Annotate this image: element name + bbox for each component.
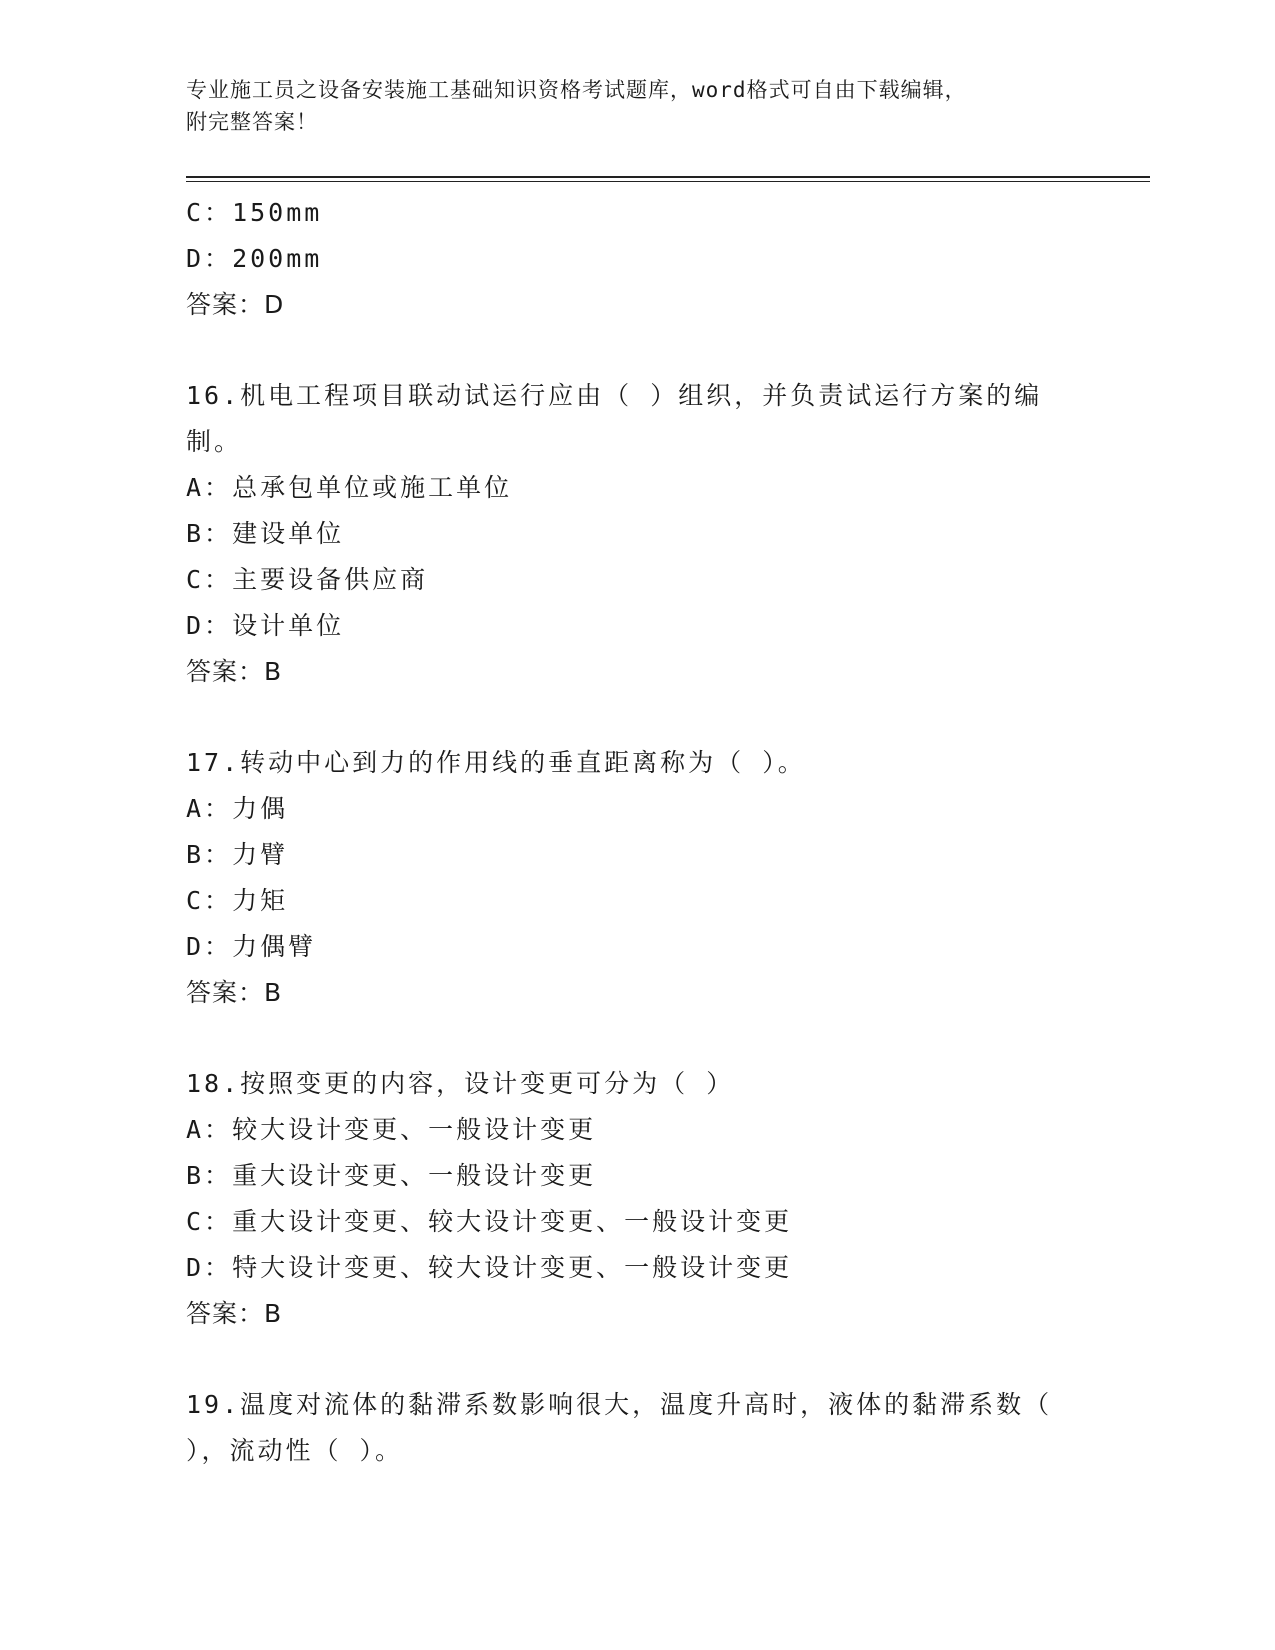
header-divider-thin <box>186 181 1150 182</box>
answer-label: 答案：B <box>186 657 283 686</box>
question-19 <box>186 1382 1086 1474</box>
document-header <box>186 74 1086 138</box>
option-c: C：力矩 <box>186 886 289 915</box>
option-a: A：力偶 <box>186 794 289 823</box>
option-d: D：200mm <box>186 244 323 273</box>
option-d: D：力偶臂 <box>186 932 317 961</box>
question-stem: 18.按照变更的内容，设计变更可分为（ ） <box>186 1069 735 1098</box>
option-c: C：主要设备供应商 <box>186 565 429 594</box>
header-line-2: 附完整答案！ <box>186 110 318 134</box>
question-17 <box>186 740 1086 1016</box>
question-stem: 16.机电工程项目联动试运行应由（ ）组织，并负责试运行方案的编 <box>186 381 1043 410</box>
option-a: A：较大设计变更、一般设计变更 <box>186 1115 597 1144</box>
question-16 <box>186 373 1086 695</box>
question-stem-continued: ），流动性（ ）。 <box>186 1436 404 1465</box>
question-stem: 17.转动中心到力的作用线的垂直距离称为（ ）。 <box>186 748 806 777</box>
question-stem: 19.温度对流体的黏滞系数影响很大，温度升高时，液体的黏滞系数（ <box>186 1390 1053 1419</box>
question-list <box>186 190 1086 1474</box>
header-line-1: 专业施工员之设备安装施工基础知识资格考试题库，word格式可自由下载编辑， <box>186 78 967 102</box>
answer-label: 答案：D <box>186 290 285 319</box>
option-b: B：建设单位 <box>186 519 345 548</box>
option-c: C：150mm <box>186 198 323 227</box>
question-15-continuation <box>186 190 1086 328</box>
option-c: C：重大设计变更、较大设计变更、一般设计变更 <box>186 1207 793 1236</box>
option-d: D：特大设计变更、较大设计变更、一般设计变更 <box>186 1253 793 1282</box>
option-a: A：总承包单位或施工单位 <box>186 473 513 502</box>
question-stem-continued: 制。 <box>186 427 243 456</box>
option-b: B：力臂 <box>186 840 289 869</box>
answer-label: 答案：B <box>186 1299 283 1328</box>
header-divider-thick <box>186 176 1150 178</box>
option-d: D：设计单位 <box>186 611 345 640</box>
option-b: B：重大设计变更、一般设计变更 <box>186 1161 597 1190</box>
question-18 <box>186 1061 1086 1337</box>
answer-label: 答案：B <box>186 978 283 1007</box>
